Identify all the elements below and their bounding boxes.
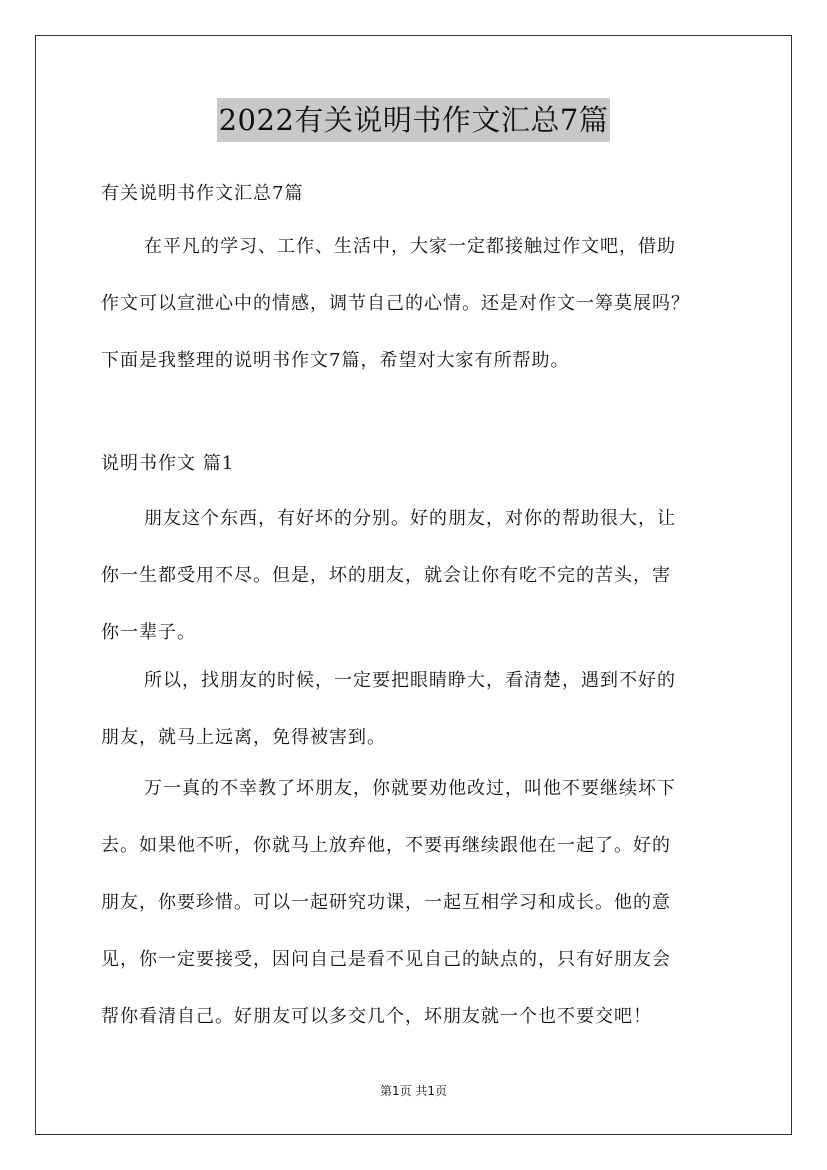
intro-line-2: 作文可以宣泄心中的情感，调节自己的心情。还是对作文一筹莫展吗？ [101,293,690,314]
intro-paragraph [101,235,731,406]
title-container [0,98,827,142]
paragraph-2 [101,669,731,783]
para1-line-1: 朋友这个东西，有好坏的分别。好的朋友，对你的帮助很大，让 [144,508,676,529]
para1-line-2: 你一生都受用不尽。但是，坏的朋友，就会让你有吃不完的苦头，害 [101,565,671,586]
paragraph-1 [101,507,731,678]
intro-line-1: 在平凡的学习、工作、生活中，大家一定都接触过作文吧，借助 [144,236,676,257]
para1-line-3: 你一辈子。 [101,622,196,643]
para3-line-5: 帮你看清自己。好朋友可以多交几个，坏朋友就一个也不要交吧！ [101,1006,652,1027]
para3-line-3: 朋友，你要珍惜。可以一起研究功课，一起互相学习和成长。他的意 [101,892,671,913]
para2-line-1: 所以，找朋友的时候，一定要把眼睛睁大，看清楚，遇到不好的 [144,670,676,691]
para3-line-1: 万一真的不幸教了坏朋友，你就要劝他改过，叫他不要继续坏下 [144,778,676,799]
intro-line-3: 下面是我整理的说明书作文7篇，希望对大家有所帮助。 [101,350,570,371]
para3-line-2: 去。如果他不听，你就马上放弃他，不要再继续跟他在一起了。好的 [101,835,671,856]
para2-line-2: 朋友，就马上远离，免得被害到。 [101,727,386,748]
page-footer: 第1页 共1页 [379,1084,448,1098]
paragraph-3 [101,777,731,1062]
section-heading: 说明书作文 篇1 [101,453,235,474]
document-title: 2022有关说明书作文汇总7篇 [217,98,611,142]
para3-line-4: 见，你一定要接受，因问自己是看不见自己的缺点的，只有好朋友会 [101,949,671,970]
document-subtitle: 有关说明书作文汇总7篇 [101,183,304,204]
